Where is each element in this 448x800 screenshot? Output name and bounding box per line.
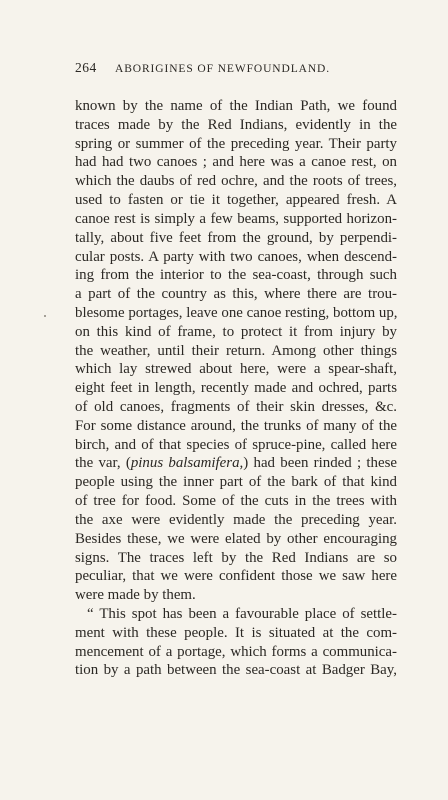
text-line: the var, (pinus balsamifera,) had been rinded ; these	[75, 455, 397, 472]
text-line: were made by them.	[75, 587, 196, 604]
body-text	[75, 97, 397, 680]
latin-name: pinus balsamifera,	[130, 455, 244, 472]
text-line: tally, about five feet from the ground, by perpendi-	[75, 229, 397, 246]
page-number: 264	[75, 60, 97, 75]
text-line: known by the name of the Indian Path, we found	[75, 98, 397, 114]
text-line: traces made by the Red Indians, evidently in the	[75, 116, 397, 133]
text-line: used to fasten or tie it together, appeared fresh. A	[75, 192, 397, 209]
text-line: ment with these people. It is situated at the com-	[75, 624, 397, 641]
text-line: mencement of a portage, which forms a communica-	[75, 643, 397, 660]
text-line: on this kind of frame, to protect it from injury by	[75, 323, 397, 340]
text-line: signs. The traces left by the Red Indians are so	[75, 549, 397, 566]
text-line: “ This spot has been a favourable place of settle-	[87, 605, 397, 622]
paper-speck	[44, 315, 46, 317]
text-line: the axe were evidently made the preceding year.	[75, 511, 397, 528]
text-line: blesome portages, leave one canoe resting, bottom up,	[75, 304, 398, 321]
text-line: tion by a path between the sea-coast at Badger Bay,	[75, 662, 397, 679]
text-line: people using the inner part of the bark of that kind	[75, 474, 397, 491]
text-line: canoe rest is simply a few beams, supported horizon-	[75, 210, 397, 227]
text-line: of old canoes, fragments of their skin dresses, &c.	[75, 399, 397, 415]
text-line: which lay strewed about here, were a spear-shaft,	[75, 361, 397, 378]
text-line: of tree for food. Some of the cuts in the trees with	[75, 493, 397, 510]
text-line: a part of the country as this, where there are trou-	[75, 286, 397, 303]
text-line: cular posts. A party with two canoes, when descend-	[75, 248, 397, 265]
text-line: the weather, until their return. Among other things	[75, 342, 397, 359]
text-line: spring or summer of the preceding year. Their party	[75, 135, 397, 152]
text-line: birch, and of that species of spruce-pine, called here	[75, 436, 397, 453]
page-header	[75, 60, 395, 76]
text-line: ing from the interior to the sea-coast, through such	[75, 267, 397, 284]
running-title: ABORIGINES OF NEWFOUNDLAND.	[115, 63, 331, 75]
text-line: which the daubs of red ochre, and the roots of trees,	[75, 173, 397, 190]
text-line: Besides these, we were elated by other encouraging	[75, 530, 397, 547]
text-line: peculiar, that we were confident those we saw here	[75, 568, 397, 585]
text-line: For some distance around, the trunks of many of the	[75, 417, 397, 434]
text-line: had had two canoes ; and here was a canoe rest, on	[75, 154, 397, 171]
text-line: eight feet in length, recently made and ochred, parts	[75, 380, 397, 397]
